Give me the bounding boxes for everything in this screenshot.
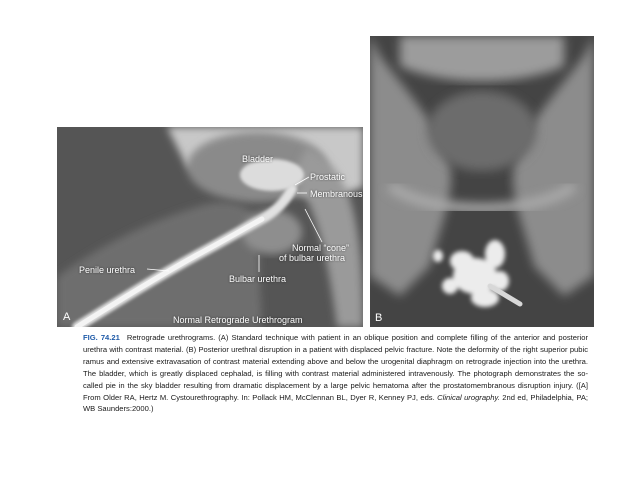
panel-a-letter: A <box>63 311 71 323</box>
label-prostatic: Prostatic <box>310 172 346 182</box>
figure-number: FIG. 74.21 <box>83 333 120 342</box>
caption-text: Retrograde urethrograms. (A) Standard technique with patient in an oblique position and complete filling of the anterior and posterior urethra with contrast material. (B) Posterior urethral disruption in a patient with displaced pelvic fracture. Note the deformity of the right superior pubic ramus and extensive extravasation of contrast material extending above and below the urogenital diaphragm on retrograde injection into the urethra. The bladder, which is greatly displaced cephalad, is filling with contrast material administered intravenously. The photograph demonstrates the so-called pie in the sky bladder resulting from dramatic displacement by a large pelvic hematoma after the prostatomembranous disruption injury. ([A] From Older RA, Hertz M. Cystourethrography. In: Pollack HM, McClennan BL, Dyer R, Kenney PJ, eds. <box>83 333 588 402</box>
panel-a-title: Normal Retrograde Urethrogram <box>173 315 303 325</box>
label-penile-urethra: Penile urethra <box>79 265 136 275</box>
label-membranous: Membranous <box>310 189 363 199</box>
panel-a-urethrogram <box>57 127 363 327</box>
panel-b-urethrogram <box>370 36 594 327</box>
label-normal-cone-line1: Normal “cone” <box>292 243 350 253</box>
label-bulbar-urethra: Bulbar urethra <box>229 274 287 284</box>
panel-b-letter: B <box>375 312 383 324</box>
caption-citation-end: 2nd ed, Philadelphia, PA; WB Saunders:2000.) <box>83 392 588 414</box>
panel-b-radiograph <box>370 36 594 327</box>
label-normal-cone-line2: of bulbar urethra <box>279 253 346 263</box>
panel-a-radiograph <box>57 127 363 327</box>
figure-caption <box>83 332 588 415</box>
caption-book-title: Clinical urography. <box>437 392 500 402</box>
label-bladder: Bladder <box>242 154 274 164</box>
